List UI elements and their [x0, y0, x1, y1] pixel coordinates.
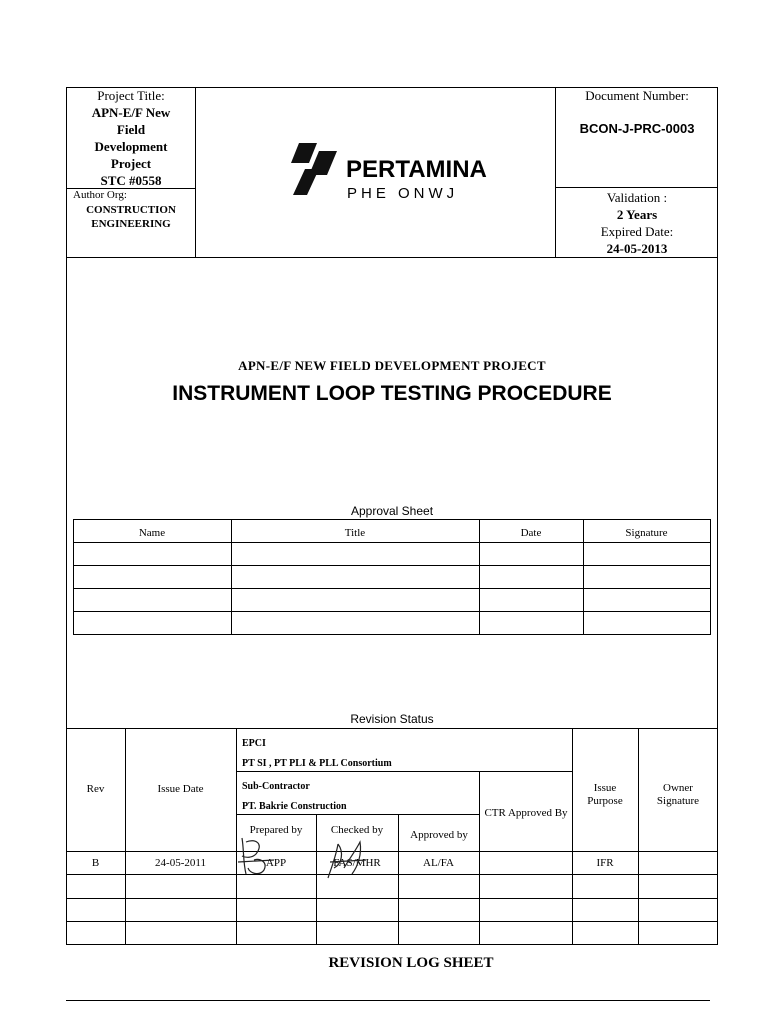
ctr-cell: [479, 852, 572, 874]
prepared-by-header: Prepared by: [249, 823, 303, 836]
pertamina-logo-icon: [283, 137, 353, 207]
subcontractor-value: PT. Bakrie Construction: [242, 801, 347, 812]
subcontractor-label: Sub-Contractor: [242, 781, 310, 792]
validation-label: Validation :: [606, 190, 668, 205]
approval-header-title: Title: [344, 527, 366, 539]
revision-log-title: REVISION LOG SHEET: [328, 955, 494, 971]
epci-label: EPCI: [242, 738, 266, 749]
expired-date-label: Expired Date:: [600, 224, 674, 239]
author-org-label: Author Org:: [73, 189, 127, 201]
rev-cell: B: [91, 856, 100, 869]
approval-header-signature: Signature: [625, 527, 668, 539]
approval-header-name: Name: [138, 527, 166, 539]
checked-cell: FAS/MHR: [333, 856, 381, 869]
revision-header-rev: Rev: [86, 783, 105, 795]
project-subtitle: APN-E/F NEW FIELD DEVELOPMENT PROJECT: [238, 358, 546, 373]
approved-cell: AL/FA: [423, 856, 454, 869]
epci-value: PT SI , PT PLI & PLL Consortium: [242, 758, 392, 769]
owner-cell: [638, 852, 718, 874]
logo-name: PERTAMINA: [346, 156, 487, 183]
checked-by-header: Checked by: [330, 823, 384, 836]
expired-date: 24-05-2013: [606, 241, 668, 256]
checked-signature: [322, 838, 372, 882]
prepared-signature: [234, 832, 284, 880]
issue-purpose-header: Issue Purpose: [587, 782, 623, 807]
project-title: APN-E/F New Field Development Project STC #0558: [91, 105, 171, 188]
footer-rule: [66, 1000, 710, 1001]
purpose-cell: IFR: [596, 856, 614, 869]
page-title: INSTRUMENT LOOP TESTING PROCEDURE: [172, 382, 612, 405]
document-number: BCON-J-PRC-0003: [579, 121, 695, 136]
approval-sheet-caption: Approval Sheet: [350, 504, 434, 518]
approved-by-header: Approved by: [410, 828, 468, 841]
revision-status-caption: Revision Status: [350, 712, 434, 726]
validation-value: 2 Years: [616, 207, 658, 222]
project-title-label: Project Title:: [97, 88, 165, 103]
owner-signature-header: Owner Signature: [656, 782, 700, 807]
author-org: CONSTRUCTION ENGINEERING: [86, 204, 176, 230]
revision-header-issue-date: Issue Date: [157, 783, 204, 795]
ctr-approved-by-header: CTR Approved By: [484, 806, 568, 819]
logo-subtitle: PHE ONWJ: [347, 185, 459, 202]
prepared-cell: APP: [265, 856, 287, 869]
approval-header-date: Date: [520, 527, 542, 539]
issue-date-cell: 24-05-2011: [155, 856, 206, 869]
document-number-label: Document Number:: [585, 88, 689, 103]
